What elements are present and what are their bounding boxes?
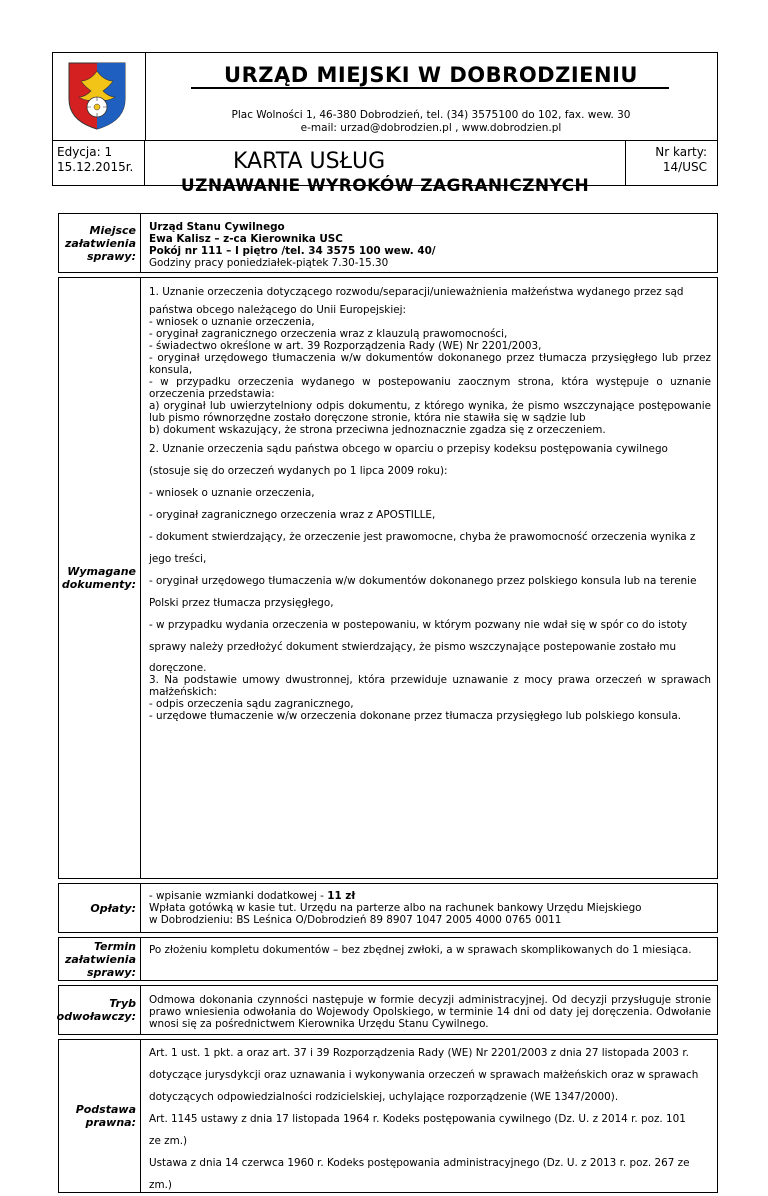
doc-line: - oryginał zagranicznego orzeczenia wraz z klauzulą prawomocności,	[149, 328, 508, 340]
value-podstawa	[141, 1040, 717, 1192]
doc-line: - oryginał urzędowego tłumaczenia w/w dokumentów dokonanego przez tłumacza przysięgłego lub przez konsula,	[149, 352, 711, 376]
legal-basis-line: Ustawa z dnia 14 czerwca 1960 r. Kodeks postępowania administracyjnego (Dz. U. z 2013 r. poz. 267 ze	[149, 1157, 690, 1169]
office-title: URZĄD MIEJSKI W DOBRODZIENIU	[224, 63, 638, 87]
doc-line: jego treści,	[149, 553, 207, 565]
doc-line: Polski przez tłumacza przysięgłego,	[149, 597, 334, 609]
doc-line: doręczone.	[149, 662, 207, 674]
label-dokumenty: Wymagane dokumenty:	[59, 278, 141, 878]
doc-line: - wniosek o uznanie orzeczenia,	[149, 487, 315, 499]
header-top	[52, 52, 718, 141]
value-termin: Po złożeniu kompletu dokumentów – bez zbędnej zwłoki, a w sprawach skomplikowanych do 1 miesiąca.	[149, 944, 692, 956]
legal-basis-line: Art. 1 ust. 1 pkt. a oraz art. 37 i 39 Rozporządzenia Rady (WE) Nr 2201/2003 z dnia 27 listopada 2003 r.	[149, 1047, 689, 1059]
doc-line: - oryginał zagranicznego orzeczenia wraz z APOSTILLE,	[149, 509, 436, 521]
doc-line: państwa obcego należącego do Unii Europejskiej:	[149, 304, 406, 316]
doc-section-2: 2. Uznanie orzeczenia sądu państwa obcego w oparciu o przepisy kodeksu postępowania cywilnego	[149, 443, 668, 455]
row-tryb	[58, 985, 718, 1035]
contact-person: Ewa Kalisz – z-ca Kierownika USC	[149, 233, 343, 245]
doc-section-1: 1. Uznanie orzeczenia dotyczącego rozwodu/separacji/unieważnienia małżeństwa wydanego przez sąd	[149, 286, 684, 298]
address-line-1: Plac Wolności 1, 46-380 Dobrodzień, tel. (34) 3575100 do 102, fax. wew. 30	[231, 109, 631, 121]
value-tryb: Odmowa dokonania czynności następuje w formie decyzji administracyjnej. Od decyzji przysługuje stronie prawo wniesienia odwołania do Wojewody Opolskiego, w terminie 14 dni od daty jej doręczenia. Odwołanie wnosi się za pośrednictwem Kierownika Urzędu Stanu Cywilnego.	[149, 994, 711, 1030]
payment-info: Wpłata gotówką w kasie tut. Urzędu na parterze albo na rachunek bankowy Urzędu Miejskiego	[149, 902, 642, 914]
legal-basis-line: ze zm.)	[149, 1135, 188, 1147]
office-name: Urząd Stanu Cywilnego	[149, 221, 285, 233]
label-tryb: Tryb odwoławczy:	[59, 986, 141, 1034]
row-podstawa	[58, 1039, 718, 1193]
office-hours: Godziny pracy poniedziałek-piątek 7.30-15.30	[149, 257, 389, 269]
doc-line: a) oryginał lub uwierzytelniony odpis dokumentu, z którego wynika, że pismo wszczynające postępowanie lub pismo równorzędne zostało doręczone stronie, która nie stawiła się w sądzie lub	[149, 400, 711, 424]
doc-line: b) dokument wskazujący, że strona przeciwna jednoznacznie zgadza się z orzeczeniem.	[149, 424, 606, 436]
doc-line: - świadectwo określone w art. 39 Rozporządzenia Rady (WE) Nr 2201/2003,	[149, 340, 542, 352]
logo-cell	[53, 53, 146, 140]
fee-text: - wpisanie wzmianki dodatkowej -	[149, 890, 328, 902]
value-dokumenty	[141, 278, 717, 878]
legal-basis-line: dotyczące jurysdykcji oraz uznawania i wykonywania orzeczeń w sprawach małżeńskich oraz w sprawach	[149, 1069, 699, 1081]
row-dokumenty	[58, 277, 718, 879]
bank-account: w Dobrodzieniu: BS Leśnica O/Dobrodzień 89 8907 1047 2005 4000 0765 0011	[149, 914, 562, 926]
doc-line: sprawy należy przedłożyć dokument stwierdzający, że pismo wszczynające postepowanie zostało mu	[149, 641, 677, 653]
doc-line: - odpis orzeczenia sądu zagranicznego,	[149, 698, 354, 710]
row-miejsce	[58, 213, 718, 273]
title-underline	[191, 87, 669, 89]
label-termin: Termin załatwienia sprawy:	[59, 938, 141, 980]
edition-date: 15.12.2015r.	[57, 160, 134, 174]
doc-line: - w przypadku wydania orzeczenia w postepowaniu, w którym pozwany nie wdał się w spór co do istoty	[149, 619, 688, 631]
card-title: KARTA USŁUG	[233, 149, 386, 174]
row-termin	[58, 937, 718, 981]
legal-basis-line: zm.)	[149, 1179, 172, 1191]
fee-amount: 11 zł	[327, 890, 356, 902]
card-number-label: Nr karty:	[655, 145, 707, 159]
label-miejsce: Miejsce załatwienia sprawy:	[59, 214, 141, 272]
coat-of-arms-icon	[67, 61, 127, 131]
card-number: 14/USC	[662, 160, 707, 174]
doc-line: - dokument stwierdzający, że orzeczenie jest prawomocne, chyba że prawomocność orzeczenia wynika z	[149, 531, 696, 543]
edition-label: Edycja: 1	[57, 145, 113, 159]
doc-line: (stosuje się do orzeczeń wydanych po 1 lipca 2009 roku):	[149, 465, 448, 477]
value-oplaty	[141, 884, 717, 932]
doc-line: - urzędowe tłumaczenie w/w orzeczenia dokonane przez tłumacza przysięgłego lub polskiego konsula.	[149, 710, 681, 722]
legal-basis-line: dotyczących odpowiedzialności rodzicielskiej, uchylające rozporządzenie (WE 1347/2000).	[149, 1091, 619, 1103]
value-miejsce	[141, 214, 717, 272]
row-oplaty	[58, 883, 718, 933]
office-address	[145, 109, 717, 135]
doc-section-3: 3. Na podstawie umowy dwustronnej, która przewiduje uznawanie z mocy prawa orzeczeń w sprawach małżeńskich:	[149, 674, 711, 698]
fee-line	[149, 890, 711, 902]
doc-line: - w przypadku orzeczenia wydanego w postepowaniu zaocznym strona, która występuje o uznanie orzeczenia przedstawia:	[149, 376, 711, 400]
doc-line: - wniosek o uznanie orzeczenia,	[149, 316, 315, 328]
label-podstawa: Podstawa prawna:	[59, 1040, 141, 1192]
service-title: UZNAWANIE WYROKÓW ZAGRANICZNYCH	[180, 176, 590, 196]
room-phone: Pokój nr 111 – I piętro /tel. 34 3575 100 wew. 40/	[149, 245, 436, 257]
address-line-2: e-mail: urzad@dobrodzien.pl , www.dobrodzien.pl	[300, 122, 562, 134]
label-oplaty: Opłaty:	[59, 884, 141, 932]
legal-basis-line: Art. 1145 ustawy z dnia 17 listopada 1964 r. Kodeks postępowania cywilnego (Dz. U. z 2014 r. poz. 101	[149, 1113, 686, 1125]
doc-line: - oryginał urzędowego tłumaczenia w/w dokumentów dokonanego przez polskiego konsula lub na terenie	[149, 575, 697, 587]
